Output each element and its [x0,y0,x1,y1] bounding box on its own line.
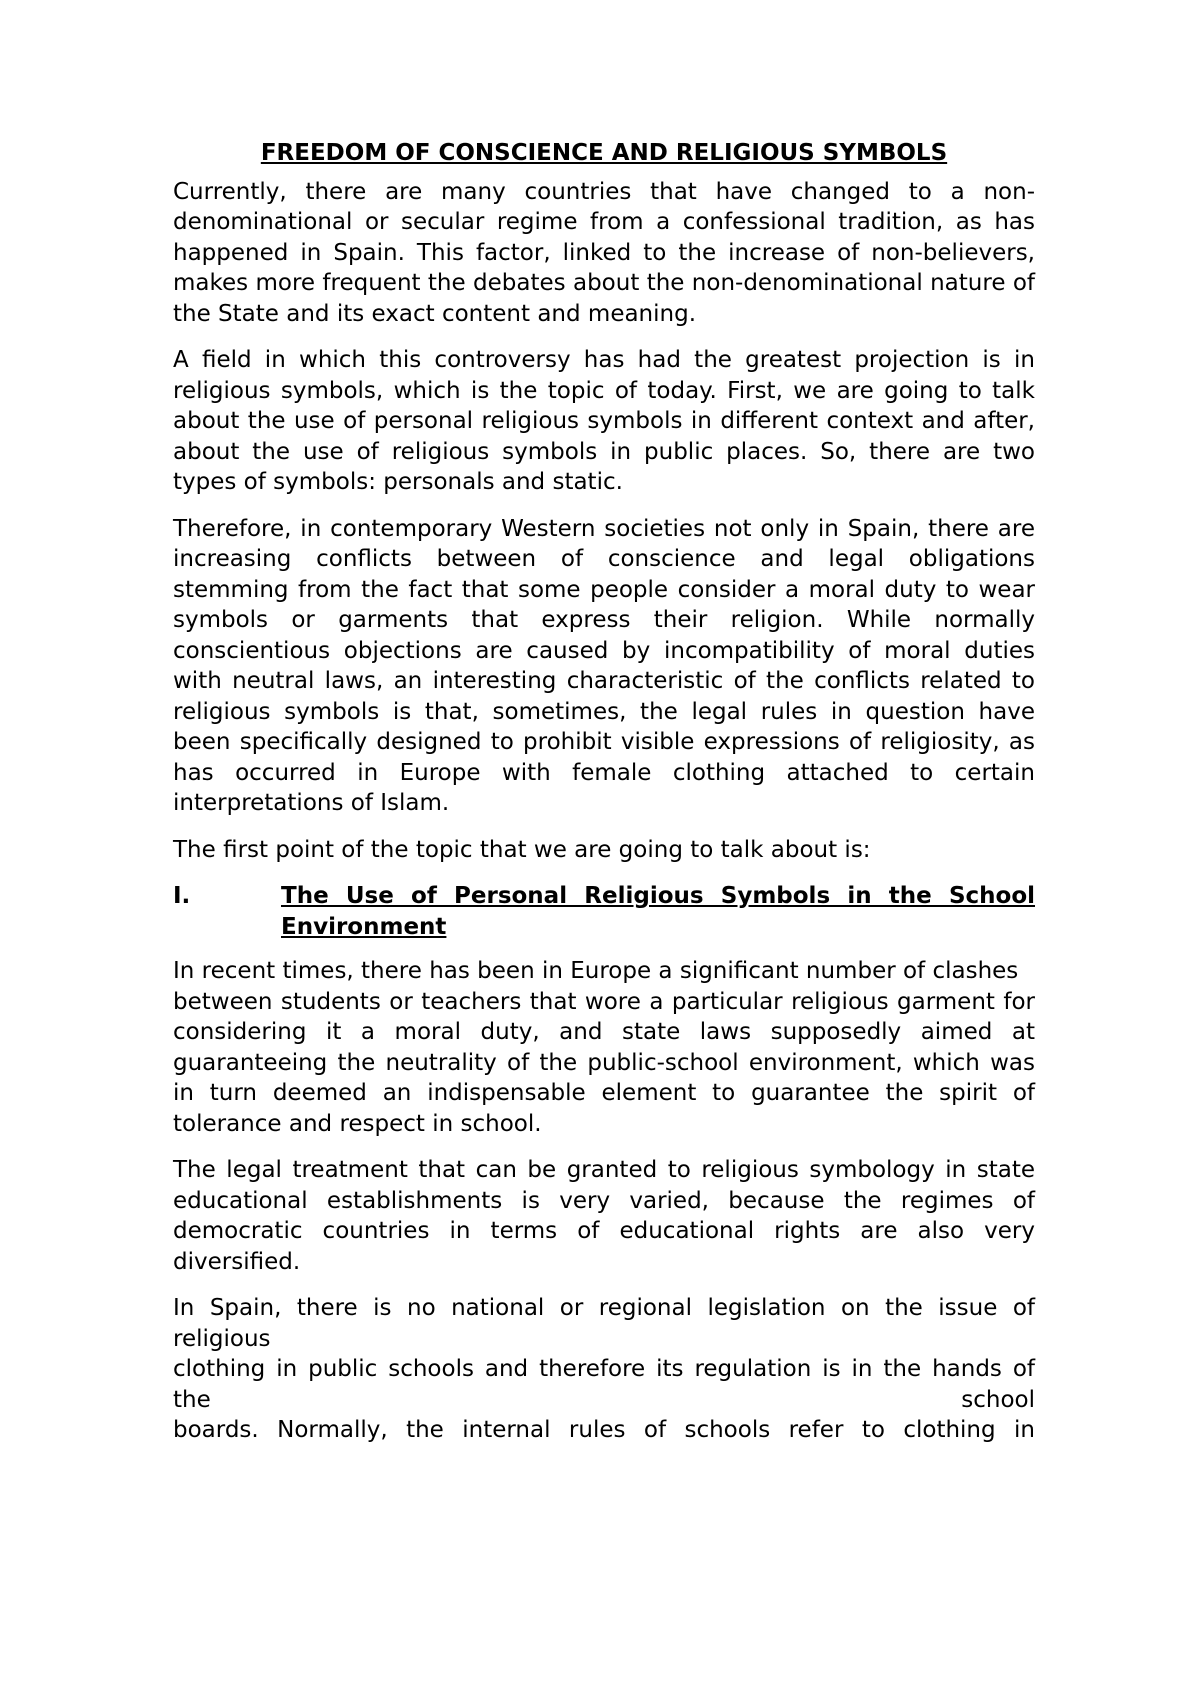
document-body [173,138,1035,1446]
paragraph-field: A field in which this controversy has had the greatest projection is in religious symbols, which is the topic of today. First, we are going to talk about the use of personal religious symbols in different context and after, about the use of religious symbols in public places. So, there are two types of symbols: personals and static. [173,347,1035,495]
document-title: FREEDOM OF CONSCIENCE AND RELIGIOUS SYMBOLS [260,140,948,166]
paragraph-spain-line3: boards. Normally, the internal rules of schools refer to clothing in [173,1417,1035,1443]
section-number: I. [173,883,191,909]
paragraph-recent-times-line2: between students or teachers that wore a particular religious garment for considering it a moral duty, and state laws supposedly aimed at guaranteeing the neutrality of the public-school environment, which was in turn deemed an indispensable element to guarantee the spirit of tolerance and respect in school. [173,988,1035,1137]
paragraph-first-point: The first point of the topic that we are going to talk about is: [173,836,871,863]
section-title: The Use of Personal Religious Symbols in the School Environment [281,883,1035,940]
paragraph-spain-line2: clothing in public schools and therefore its regulation is in the hands of the school [173,1356,1035,1413]
paragraph-western-societies: Therefore, in contemporary Western societies not only in Spain, there are increasing conflicts between of conscience and legal obligations stemming from the fact that some people consider a moral duty to wear symbols or garments that express their religion. While normally conscientious objections are caused by incompatibility of moral duties with neutral laws, an interesting characteristic of the conflicts related to religious symbols is that, sometimes, the legal rules in question have been specifically designed to prohibit visible expressions of religiosity, as has occurred in Europe with female clothing attached to certain interpretations of Islam. [173,515,1035,816]
paragraph-spain-line1: In Spain, there is no national or regional legislation on the issue of religious [173,1295,1035,1352]
paragraph-intro: Currently, there are many countries that have changed to a non-denominational or secular regime from a confessional tradition, as has happened in Spain. This factor, linked to the increase of non-believers, makes more frequent the debates about the non-denominational nature of the State and its exact content and meaning. [173,178,1035,327]
section-heading [173,881,1035,942]
paragraph-legal-treatment: The legal treatment that can be granted to religious symbology in state educational establishments is very varied, because the regimes of democratic countries in terms of educational rights are also very diversified. [173,1157,1035,1275]
paragraph-recent-times-line1: In recent times, there has been in Europe a significant number of clashes [173,958,1019,984]
